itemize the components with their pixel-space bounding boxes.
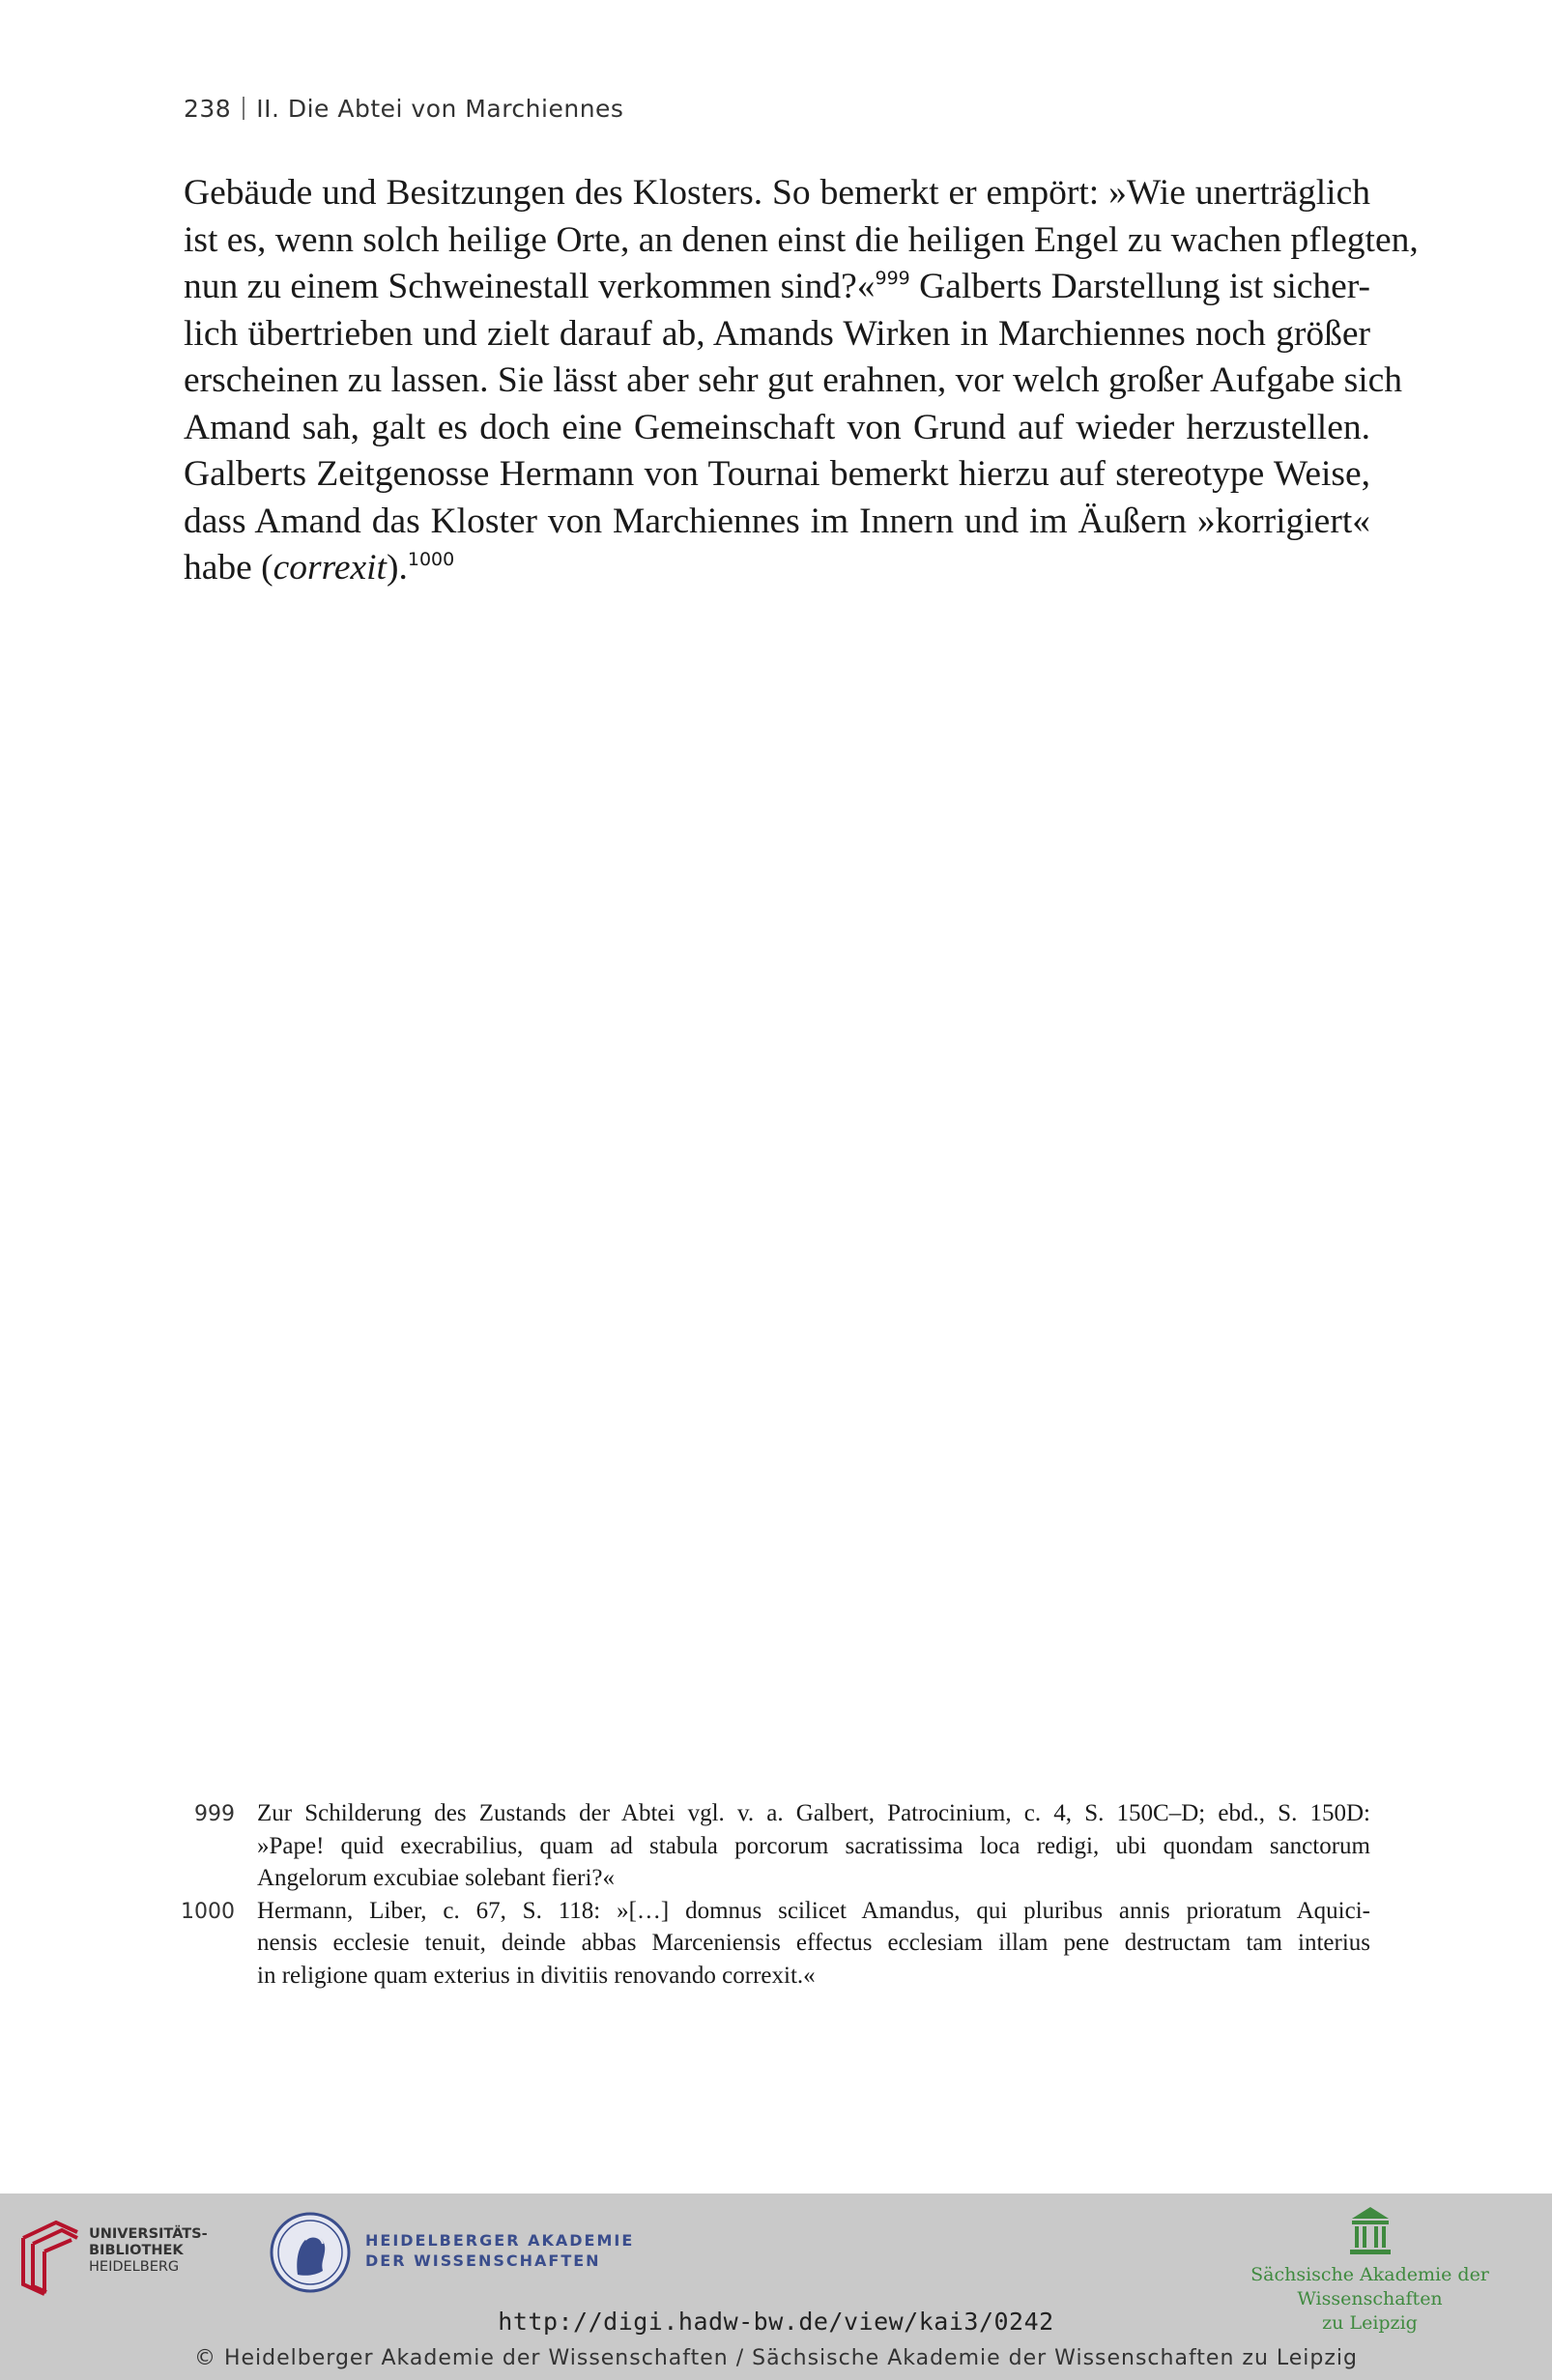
body-line-text: Galberts Darstellung ist sicher- (909, 267, 1371, 306)
footnote-ref-999[interactable]: 999 (875, 268, 910, 289)
saw-wordmark: Sächsische Akademie der Wissenschaften zu Leipzig (1250, 2264, 1489, 2334)
main-paragraph (184, 170, 1419, 592)
body-line-text: ). (386, 548, 408, 588)
footnote-line: Zur Schilderung des Zustands der Abtei vgl. v. a. Galbert, Patrocinium, c. 4, S. 150C–D; ebd., S. 150D: (257, 1800, 1370, 1826)
body-line-text: habe ( (184, 548, 273, 588)
footnote-999 (174, 1797, 1370, 1895)
copyright-notice: © Heidelberger Akademie der Wissenschaften / Sächsische Akademie der Wissenschaften zu Leipzig (193, 2346, 1358, 2370)
footnote-line: in religione quam exterius in divitiis renovando correxit.« (257, 1962, 816, 1989)
saw-building-logo-icon[interactable] (1348, 2205, 1393, 2255)
body-line: Galberts Zeitgenosse Hermann von Tournai bemerkt hierzu auf stereotype Weise, (184, 454, 1370, 494)
footnote-line: »Pape! quid execrabilius, quam ad stabula porcorum sacratissima loca redigi, ubi quondam sanctorum (257, 1832, 1370, 1859)
body-line-text: nun zu einem Schweinestall verkommen sind?« (184, 267, 876, 306)
footnote-number: 999 (194, 1802, 235, 1826)
page-number: 238 (184, 95, 232, 123)
chapter-title: II. Die Abtei von Marchiennes (256, 95, 624, 123)
digitization-footer (0, 2194, 1552, 2380)
latin-term: correxit (273, 548, 387, 588)
ub-heidelberg-wordmark: UNIVERSITÄTS- BIBLIOTHEK HEIDELBERG (89, 2226, 208, 2275)
footnotes (174, 1797, 1370, 1992)
hadw-seal-icon[interactable] (269, 2211, 352, 2294)
footnote-ref-1000[interactable]: 1000 (407, 549, 455, 570)
header-divider (243, 97, 244, 120)
footnote-line: Angelorum excubiae solebant fieri?« (257, 1865, 615, 1891)
body-line: Gebäude und Besitzungen des Klosters. So bemerkt er empört: »Wie unerträglich (184, 173, 1370, 213)
body-line (184, 545, 1370, 592)
footnote-line: Hermann, Liber, c. 67, S. 118: »[…] domnus scilicet Amandus, qui pluribus annis prioratum Aquici- (257, 1897, 1370, 1924)
body-line: ist es, wenn solch heilige Orte, an denen einst die heiligen Engel zu wachen pflegten, (184, 219, 1419, 260)
body-line: dass Amand das Kloster von Marchiennes im Innern und im Äußern »korrigiert« (184, 501, 1370, 541)
running-head (184, 95, 623, 123)
body-line: Amand sah, galt es doch eine Gemeinschaft von Grund auf wieder herzustellen. (184, 407, 1370, 447)
hadw-wordmark: HEIDELBERGER AKADEMIE DER WISSENSCHAFTEN (365, 2231, 635, 2270)
permalink-url[interactable]: http://digi.hadw-bw.de/view/kai3/0242 (498, 2308, 1054, 2336)
footnote-number: 1000 (181, 1899, 235, 1924)
body-line (184, 264, 1370, 311)
body-line: erscheinen zu lassen. Sie lässt aber sehr gut erahnen, vor welch großer Aufgabe sich (184, 360, 1403, 400)
footnote-1000 (174, 1895, 1370, 1993)
footnote-line: nensis ecclesie tenuit, deinde abbas Marceniensis effectus ecclesiam illam pene destructam tam interius (257, 1930, 1370, 1956)
body-line: lich übertrieben und zielt darauf ab, Amands Wirken in Marchiennes noch größer (184, 313, 1370, 354)
